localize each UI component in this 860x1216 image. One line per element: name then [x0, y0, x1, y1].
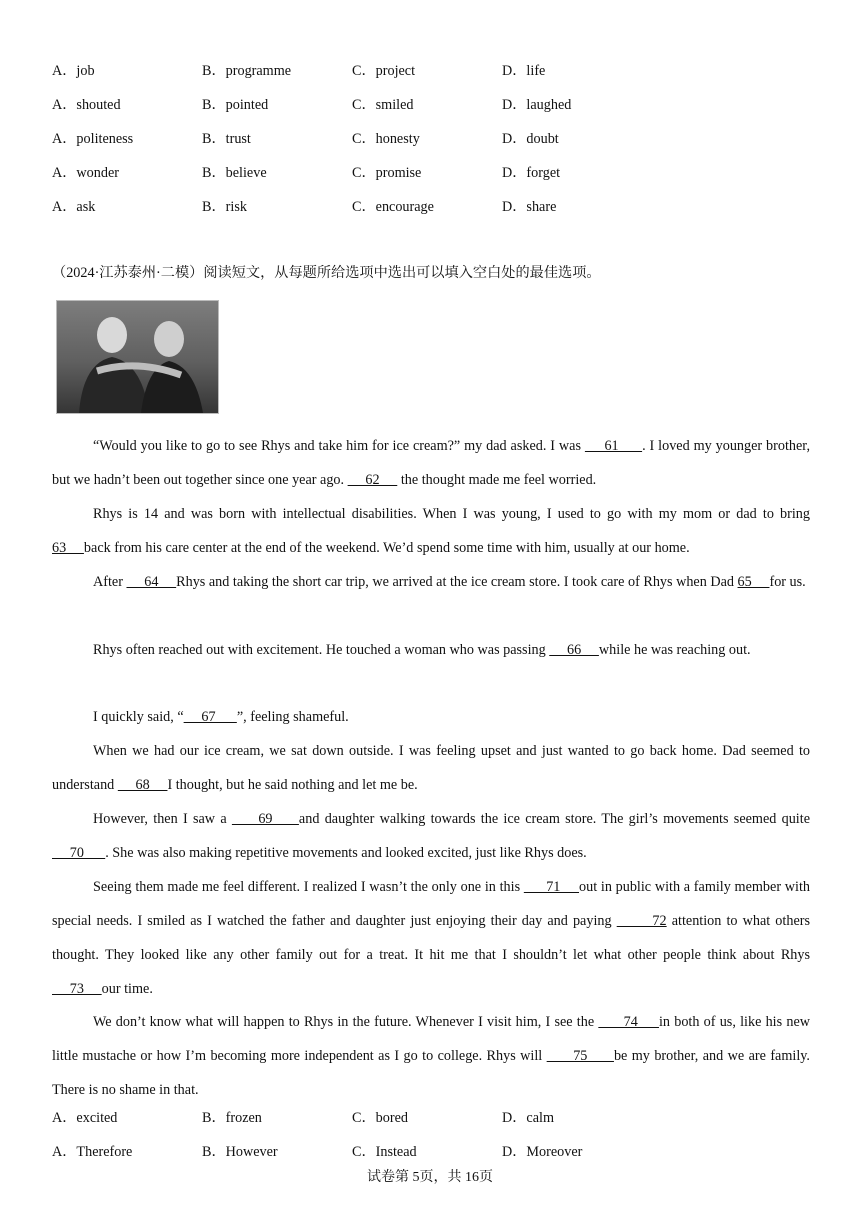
blank: 69 [231, 811, 299, 827]
option-d: D．calm [502, 1110, 555, 1126]
question-row [52, 128, 812, 148]
passage-paragraph [52, 430, 810, 498]
passage-text: I thought, but he said nothing and let me be. [167, 776, 418, 793]
option-b: B．However [202, 1143, 278, 1160]
option-d: D．Moreover [502, 1143, 583, 1160]
option-b: B．pointed [202, 96, 269, 113]
option-d: D．forget [502, 164, 561, 181]
passage-paragraph [52, 1006, 810, 1108]
option-a: A．excited [52, 1110, 118, 1126]
option-c: C．smiled [352, 96, 414, 113]
blank: 74 [598, 1014, 659, 1030]
passage-text: Rhys is 14 and was born with intellectual disabilities. When I was young, I used to go with my mom or dad to bring [93, 506, 810, 522]
option-b: B．frozen [202, 1110, 262, 1126]
passage-paragraph [52, 566, 810, 600]
passage-paragraph [52, 498, 810, 566]
source-instruction: （2024·江苏泰州·二模）阅读短文，从每题所给选项中选出可以填入空白处的最佳选项。 [52, 265, 601, 281]
passage-text: out in public with a family member with special needs. I smiled as I watched the father and daughter just enjoying their day and paying [52, 879, 810, 929]
option-a: A．wonder [52, 164, 119, 181]
passage-text: attention to what others thought. They looked like any other family out for a treat. It hit me that I shouldn’t let what other people think about Rhys [52, 912, 810, 963]
passage-text: After [93, 574, 127, 590]
option-b: B．risk [202, 198, 247, 215]
blank: 65 [737, 574, 770, 590]
passage-text: for us. [769, 574, 806, 590]
question-row [52, 94, 812, 114]
option-d: D．laughed [502, 96, 572, 113]
option-c: C．bored [352, 1110, 408, 1126]
option-c: C．honesty [352, 130, 420, 147]
passage-text: I quickly said, “ [93, 709, 184, 725]
blank: 68 [117, 776, 168, 793]
option-a: A．politeness [52, 130, 134, 147]
blank: 70 [52, 844, 106, 861]
photo-image [56, 300, 219, 414]
passage-text: the thought made me feel worried. [397, 471, 597, 488]
blank: 66 [549, 642, 599, 658]
blank: 62 [347, 471, 398, 488]
page-footer: 试卷第 5页，共 16页 [367, 1170, 493, 1185]
option-b: B．believe [202, 164, 267, 181]
blank: 71 [523, 879, 580, 895]
passage-text: be my brother, and we are family. There is no shame in that. [52, 1047, 810, 1098]
option-b: B．programme [202, 63, 292, 79]
option-c: C．Instead [352, 1143, 417, 1160]
blank: 75 [546, 1047, 614, 1064]
option-c: C．project [352, 63, 416, 79]
question-row [52, 1107, 812, 1127]
option-d: D．life [502, 63, 546, 79]
passage-text: and daughter walking towards the ice cream store. The girl’s movements seemed quite [298, 811, 810, 827]
passage-text: back from his care center at the end of the weekend. We’d spend some time with him, usually at our home. [83, 539, 690, 556]
blank: 64 [126, 574, 177, 590]
option-a: A．job [52, 63, 95, 79]
blank: 63 [52, 539, 84, 556]
option-d: D．doubt [502, 130, 559, 147]
passage-text: ”, feeling shameful. [236, 709, 349, 725]
question-row [52, 1141, 812, 1161]
passage-text: When we had our ice cream, we sat down outside. I was feeling upset and just wanted to go back home. Dad seemed to understand [52, 743, 810, 793]
option-b: B．trust [202, 130, 251, 147]
option-a: A．ask [52, 198, 96, 215]
passage-text: . She was also making repetitive movements and looked excited, just like Rhys does. [105, 844, 587, 861]
option-a: A．shouted [52, 96, 121, 113]
option-c: C．encourage [352, 198, 434, 215]
question-row [52, 60, 812, 80]
option-d: D．share [502, 198, 557, 215]
passage-text: However, then I saw a [93, 811, 232, 827]
passage-paragraph [52, 871, 810, 1007]
passage-text: Rhys and taking the short car trip, we arrived at the ice cream store. I took care of Rhys when Dad [176, 574, 738, 590]
passage-paragraph [52, 803, 810, 871]
option-a: A．Therefore [52, 1143, 133, 1160]
passage-text: Rhys often reached out with excitement. He touched a woman who was passing [93, 642, 550, 658]
passage-text: while he was reaching out. [598, 642, 751, 658]
passage-text: We don’t know what will happen to Rhys in the future. Whenever I visit him, I see the [93, 1014, 599, 1030]
question-row [52, 196, 812, 216]
passage-text: “Would you like to go to see Rhys and take him for ice cream?” my dad asked. I was [93, 438, 585, 454]
passage-text: . I loved my younger brother, but we hadn’t been out together since one year ago. [52, 438, 810, 488]
blank: 67 [183, 709, 237, 725]
passage-paragraph [52, 701, 810, 735]
passage-text: Seeing them made me feel different. I realized I wasn’t the only one in this [93, 879, 524, 895]
blank: 72 [616, 912, 667, 929]
option-c: C．promise [352, 164, 422, 181]
passage-text: in both of us, like his new little mustache or how I’m becoming more independent as I go to college. Rhys will [52, 1014, 810, 1064]
passage-text: our time. [101, 980, 153, 997]
question-row [52, 162, 812, 182]
blank: 73 [52, 980, 102, 997]
photo-of-two-brothers-icon [57, 301, 218, 413]
blank: 61 [584, 438, 643, 454]
passage-paragraph [52, 735, 810, 803]
passage-paragraph [52, 634, 810, 668]
